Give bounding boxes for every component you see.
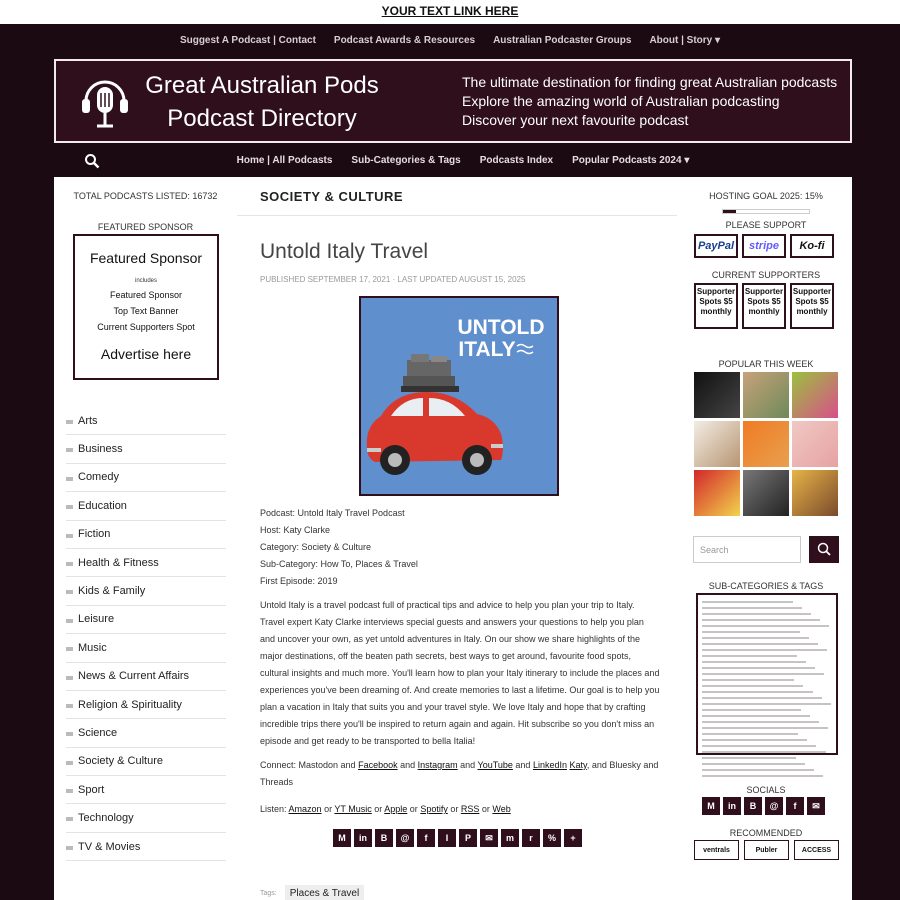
cover-title-2: ITALY [458,338,516,361]
socials-title: SOCIALS [746,785,786,795]
info-subcategory: Sub-Category: How To, Places & Travel [260,559,418,569]
total-podcasts: TOTAL PODCASTS LISTED: 16732 [73,191,218,201]
top-text-link[interactable]: YOUR TEXT LINK HERE [381,4,519,18]
sponsor-line: Current Supporters Spot [97,322,195,332]
tagline-line: The ultimate destination for finding great Australian podcasts [462,74,838,90]
subcategory-line [702,739,807,741]
supporter-spots [694,283,834,329]
connect-text: and [512,760,533,770]
top-nav-awards[interactable]: Podcast Awards & Resources [333,34,476,46]
popular-thumbnail[interactable] [743,470,789,516]
subcategory-line [702,745,816,747]
popular-thumbnail[interactable] [743,421,789,467]
post-tags [260,885,364,900]
category-item[interactable]: Arts [66,407,226,435]
pinterest-share-icon[interactable]: P [459,829,477,847]
recommended-row [694,840,839,860]
cover-art [361,298,557,494]
subcategory-line [702,655,797,657]
listen-text: or [407,804,421,814]
threads-share-icon[interactable]: @ [396,829,414,847]
category-item[interactable]: TV & Movies [66,833,226,861]
linkedin-katy-link[interactable]: Katy [569,760,587,770]
instagram-link[interactable]: Instagram [417,760,458,770]
category-item[interactable]: Music [66,634,226,662]
category-item[interactable]: Education [66,492,226,520]
top-nav-about[interactable]: About | Story ▾ [649,34,721,46]
listen-text: or [371,804,385,814]
listen-text: or [479,804,493,814]
category-item[interactable]: Sport [66,776,226,804]
search-icon [809,536,839,563]
popular-thumbnail[interactable] [792,470,838,516]
listen-links [260,801,660,818]
subcategory-line [702,631,800,633]
youtube-link[interactable]: YouTube [477,760,513,770]
sidebar-search-button[interactable] [809,536,839,563]
podcast-cover-image[interactable] [359,296,559,496]
subcategory-line [702,601,793,603]
facebook-link[interactable]: Facebook [358,760,398,770]
subcategory-line [702,715,810,717]
sponsor-heading: Featured Sponsor [89,250,203,266]
tagline-line: Discover your next favourite podcast [462,112,689,128]
popular-thumbnail[interactable] [694,470,740,516]
payment-buttons [694,234,834,258]
subcategory-line [702,733,798,735]
section-divider [237,215,677,216]
sponsor-line: Featured Sponsor [109,290,183,300]
top-nav [0,24,900,56]
supporter-slot[interactable]: Supporter Spots $5 monthly [790,283,834,329]
main-nav-index[interactable]: Podcasts Index [479,154,554,166]
subcategory-line [702,697,822,699]
linkedin-icon[interactable]: in [723,797,741,815]
subcategory-line [702,643,818,645]
subcategory-line [702,763,805,765]
web-link[interactable]: Web [492,804,511,814]
featured-sponsor-title: FEATURED SPONSOR [97,222,194,232]
mastodon-share-icon[interactable]: M [333,829,351,847]
subcategories-image[interactable] [696,593,838,755]
info-category: Category: Society & Culture [260,542,372,552]
connect-links [260,757,660,791]
stripe-button[interactable]: stripe [742,234,786,258]
subcategory-line [702,661,806,663]
connect-text: and [397,760,418,770]
socials-row [702,797,825,815]
subcategory-line [702,709,801,711]
post-title: Untold Italy Travel [260,240,429,263]
sponsor-line: Top Text Banner [113,306,179,316]
connect-text: , and Bluesky and Threads [260,760,659,787]
category-item[interactable]: Fiction [66,521,226,549]
subcategory-line [702,685,803,687]
hosting-goal-fill [723,210,736,213]
subcategory-line [702,673,824,675]
instagram-share-icon[interactable]: I [438,829,456,847]
subcategory-line [702,721,819,723]
subcategory-line [702,757,796,759]
podcast-info [260,505,418,590]
subcategories-title: SUB-CATEGORIES & TAGS [708,581,824,591]
more-share-icon[interactable]: + [564,829,582,847]
category-item[interactable]: Society & Culture [66,748,226,776]
listen-text: or [447,804,461,814]
subcategory-line [702,649,827,651]
cover-title-1: UNTOLD [457,316,545,339]
popular-thumbnail[interactable] [694,372,740,418]
podcast-description: Untold Italy is a travel podcast full of practical tips and advice to help you plan your trip to Italy. Travel expert Katy Clarke interviews special guests and answers your questions to help you plan and uncover your own, as yet untold adventures in Italy. On our show we share highlights of the major destinations, off the beaten path secrets, best ways to get around, favourite food spots, cultural insights and much more. You'll learn how to plan your Italy itinerary to include the places and experiences you've been dreaming of. And create memories to last a lifetime. Our goal is to help you plan a vacation in Italy that suits you and your travel style. We love Italy and hope that by crafting incredible trips there you'll be inspired to return again and again. Hit subscribe so you don't miss an episode and get ready to be transported to bella Italia! [260,600,660,746]
recommended-publer[interactable]: Publer [744,840,789,860]
top-text-banner [0,0,900,24]
rss-link[interactable]: RSS [460,804,480,814]
listen-text: Listen: [260,804,289,814]
sponsor-includes: includes [134,278,157,284]
popular-this-week-title: POPULAR THIS WEEK [718,359,814,369]
bluesky-share-icon[interactable]: B [375,829,393,847]
recommended-ventrals[interactable]: ventrals [694,840,739,860]
listen-text: or [321,804,335,814]
kofi-button[interactable]: Ko-fi [790,234,834,258]
popular-thumbnail[interactable] [792,372,838,418]
subcategory-line [702,727,828,729]
email-icon[interactable]: ✉ [807,797,825,815]
facebook-icon[interactable]: f [786,797,804,815]
tagline-line: Explore the amazing world of Australian podcasting [462,93,780,109]
category-item[interactable]: Kids & Family [66,577,226,605]
main-nav [54,143,852,177]
subcategory-line [702,751,826,753]
category-item[interactable]: Religion & Spirituality [66,691,226,719]
category-item[interactable]: News & Current Affairs [66,663,226,691]
popular-thumbnail[interactable] [694,421,740,467]
sidebar-search-input[interactable]: Search [693,536,801,563]
main-nav-subcategories[interactable]: Sub-Categories & Tags [351,154,461,166]
category-item[interactable]: Comedy [66,464,226,492]
hosting-goal-title: HOSTING GOAL 2025: 15% [709,191,823,201]
please-support-title: PLEASE SUPPORT [725,220,807,230]
top-nav-groups[interactable]: Australian Podcaster Groups [493,34,632,46]
connect-text: and [457,760,478,770]
info-podcast: Podcast: Untold Italy Travel Podcast [260,508,405,518]
email-share-icon[interactable]: ✉ [480,829,498,847]
tags-label: Tags: [260,890,277,897]
subcategory-line [702,667,815,669]
post-meta: PUBLISHED SEPTEMBER 17, 2021 · LAST UPDATED AUGUST 15, 2025 [260,275,526,284]
amazon-link[interactable]: Amazon [288,804,322,814]
subcategory-line [702,625,829,627]
ytmusic-link[interactable]: YT Music [334,804,372,814]
apple-link[interactable]: Apple [384,804,408,814]
site-header [54,59,852,143]
subcategory-line [702,703,831,705]
brand-line-1: Great Australian Pods [145,72,379,99]
subcategory-line [702,679,794,681]
messenger-share-icon[interactable]: m [501,829,519,847]
hosting-goal-progress [722,209,810,214]
category-list [66,407,226,861]
content-area [54,177,852,900]
info-host: Host: Katy Clarke [260,525,331,535]
facebook-share-icon[interactable]: f [417,829,435,847]
mastodon-icon[interactable]: M [702,797,720,815]
recommended-access[interactable]: ACCESS [794,840,839,860]
popular-thumbnail[interactable] [743,372,789,418]
site-brand[interactable] [142,69,382,135]
brand-line-2: Podcast Directory [167,105,357,132]
info-first-episode: First Episode: 2019 [260,576,338,586]
share-bar [333,829,582,847]
advertise-here: Advertise here [100,346,192,362]
subcategory-line [702,613,811,615]
popular-thumbnail[interactable] [792,421,838,467]
category-item[interactable]: Science [66,719,226,747]
connect-text: Connect: Mastodon and [260,760,359,770]
tag-places-travel[interactable]: Places & Travel [285,885,364,900]
paypal-button[interactable]: PayPal [694,234,738,258]
category-item[interactable]: Technology [66,804,226,832]
spotify-link[interactable]: Spotify [420,804,448,814]
subcategory-line [702,775,823,777]
current-supporters-title: CURRENT SUPPORTERS [711,270,821,280]
category-item[interactable]: Business [66,435,226,463]
subcategory-line [702,691,813,693]
top-nav-suggest[interactable]: Suggest A Podcast | Contact [179,34,316,46]
subcategory-line [702,619,820,621]
site-tagline [462,73,837,130]
main-nav-home[interactable]: Home | All Podcasts [236,154,333,166]
recommended-title: RECOMMENDED [729,828,803,838]
linkedin-share-icon[interactable]: in [354,829,372,847]
reddit-share-icon[interactable]: r [522,829,540,847]
section-title: SOCIETY & CULTURE [260,189,404,204]
subcategory-line [702,637,809,639]
threads-icon[interactable]: @ [765,797,783,815]
main-nav-popular[interactable]: Popular Podcasts 2024 ▾ [572,154,690,166]
category-item[interactable]: Health & Fitness [66,549,226,577]
podcast-microphone-icon [80,73,130,129]
supporter-slot[interactable]: Supporter Spots $5 monthly [694,283,738,329]
bluesky-icon[interactable]: B [744,797,762,815]
featured-sponsor-box[interactable] [73,234,219,380]
linkedin-link[interactable]: LinkedIn [532,760,567,770]
popular-grid [694,372,840,516]
subcategory-line [702,607,802,609]
supporter-slot[interactable]: Supporter Spots $5 monthly [742,283,786,329]
category-item[interactable]: Leisure [66,606,226,634]
subcategory-line [702,769,814,771]
copy-link-share-icon[interactable]: % [543,829,561,847]
